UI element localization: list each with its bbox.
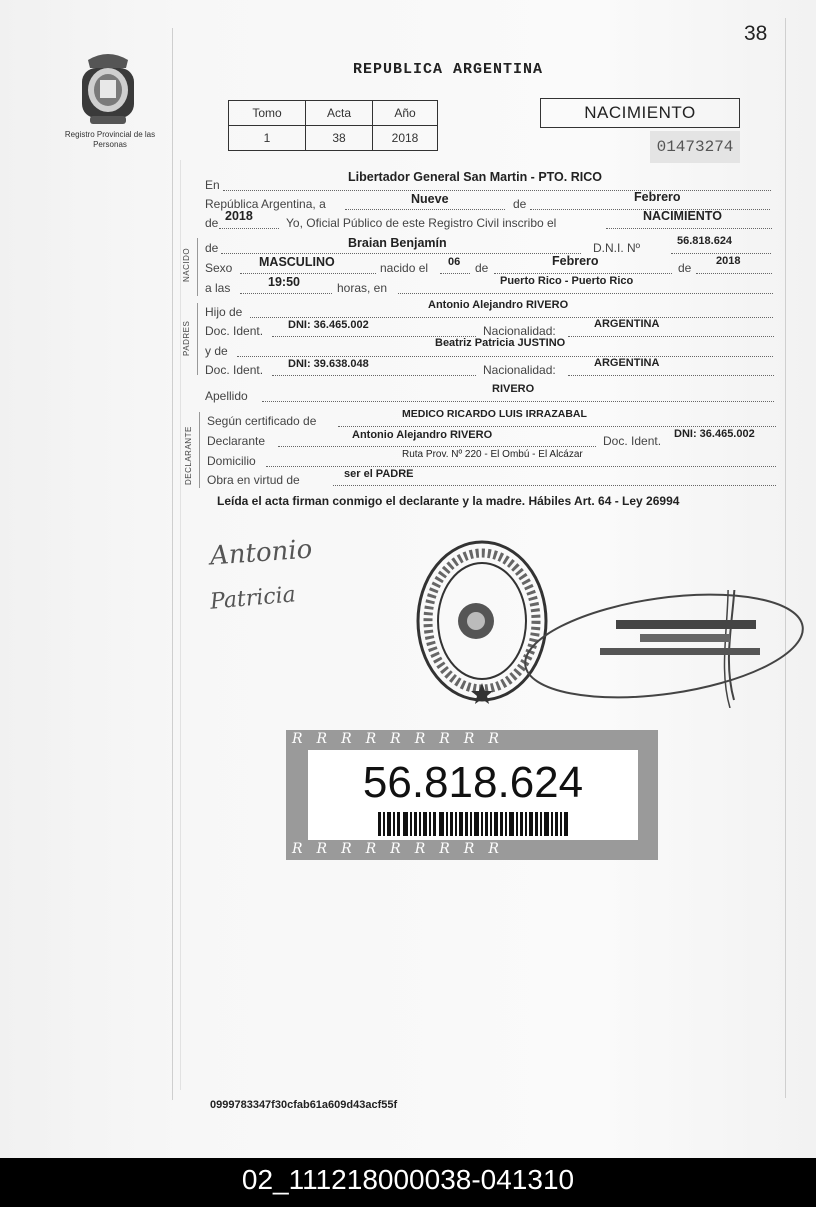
file-identifier: 02_111218000038-041310 xyxy=(241,1164,575,1195)
father-doc: DNI: 36.465.002 xyxy=(288,319,369,331)
father-nat-line xyxy=(568,336,774,337)
child-dni: 56.818.624 xyxy=(677,235,733,247)
place-line xyxy=(223,190,771,191)
logo-caption: Registro Provincial de las Personas xyxy=(64,130,156,149)
father-nationality: ARGENTINA xyxy=(594,318,660,330)
cert-label: Según certificado de xyxy=(207,414,317,428)
record-type-box: NACIMIENTO xyxy=(540,98,740,128)
day-value: Nueve xyxy=(411,192,449,206)
dni-number: 56.818.624 xyxy=(362,758,584,807)
declarante-bracket xyxy=(199,412,200,488)
sex-line xyxy=(240,273,376,274)
nacido-de-label: de xyxy=(205,241,219,255)
footer-bar xyxy=(0,1158,816,1207)
de2-label: de xyxy=(205,216,219,230)
obra-line xyxy=(333,485,776,486)
mother-nationality: ARGENTINA xyxy=(594,357,660,369)
birth-time: 19:50 xyxy=(268,275,300,289)
cert-line xyxy=(338,426,776,427)
sexo-label: Sexo xyxy=(205,261,233,275)
declarante-name: Antonio Alejandro RIVERO xyxy=(352,429,493,441)
record-word-line xyxy=(606,228,772,229)
birth-month: Febrero xyxy=(552,254,599,268)
dni-barcode-label xyxy=(286,730,658,860)
nacido-el-label: nacido el xyxy=(380,261,429,275)
de-label: de xyxy=(513,197,527,211)
father-line xyxy=(250,317,773,318)
declarante-section-label: DECLARANTE xyxy=(184,426,193,485)
republica-label: República Argentina, a xyxy=(205,197,326,211)
header-anio: Año xyxy=(373,101,438,126)
page-number: 38 xyxy=(744,22,768,45)
record-table xyxy=(228,100,438,151)
inner-margin-line xyxy=(180,160,181,1090)
padres-section-label: PADRES xyxy=(182,320,191,356)
domicilio-value: Ruta Prov. Nº 220 - El Ombú - El Alcázar xyxy=(402,449,583,460)
mother-doc-label: Doc. Ident. xyxy=(205,363,264,377)
name-line xyxy=(221,253,581,254)
en-label: En xyxy=(205,178,220,192)
left-margin-line xyxy=(172,28,173,1100)
header-acta: Acta xyxy=(306,101,373,126)
birth-year: 2018 xyxy=(716,255,741,267)
apellido-line xyxy=(262,401,774,402)
mother-doc: DNI: 39.638.048 xyxy=(288,358,369,370)
birth-day: 06 xyxy=(448,256,461,268)
header-tomo: Tomo xyxy=(229,101,306,126)
serial-number: 01473274 xyxy=(650,131,740,163)
declarante-label: Declarante xyxy=(207,434,266,448)
child-name: Braian Benjamín xyxy=(348,236,447,250)
mother-nat-line xyxy=(568,375,774,376)
birth-year-line xyxy=(696,273,772,274)
document-title: REPUBLICA ARGENTINA xyxy=(353,61,544,78)
apellido-value: RIVERO xyxy=(492,383,535,395)
value-anio: 2018 xyxy=(373,126,438,151)
nacido-section-label: NACIDO xyxy=(182,247,191,282)
padres-bracket xyxy=(197,303,198,375)
cert-value: MEDICO RICARDO LUIS IRRAZABAL xyxy=(402,408,587,420)
place-value: Libertador General San Martin - PTO. RICO xyxy=(348,170,602,184)
year-value: 2018 xyxy=(225,209,253,223)
dni-label: D.N.I. Nº xyxy=(593,241,641,255)
dni-label-inner xyxy=(308,750,638,840)
hijo-de-label: Hijo de xyxy=(205,305,243,319)
nacido-bracket xyxy=(197,238,198,296)
mother-nat-label: Nacionalidad: xyxy=(483,363,556,377)
sex-value: MASCULINO xyxy=(259,255,335,269)
father-name: Antonio Alejandro RIVERO xyxy=(428,299,569,311)
dni-line xyxy=(671,253,771,254)
closing-text: Leída el acta firman conmigo el declarante y la madre. Hábiles Art. 64 - Ley 26994 xyxy=(217,494,680,508)
mother-line xyxy=(237,356,773,357)
nacido-de3-label: de xyxy=(678,261,692,275)
signature-declarante: Antonio xyxy=(209,534,314,572)
provincial-seal-icon xyxy=(76,50,140,128)
apellido-label: Apellido xyxy=(205,389,248,403)
record-word-value: NACIMIENTO xyxy=(643,209,722,223)
y-de-label: y de xyxy=(205,344,228,358)
birth-day-line xyxy=(440,273,470,274)
declarante-line xyxy=(278,446,596,447)
time-line xyxy=(240,293,332,294)
oficial-text: Yo, Oficial Público de este Registro Civil inscribo el xyxy=(286,216,557,230)
nacido-de2-label: de xyxy=(475,261,489,275)
signature-stamp-icon xyxy=(520,590,808,708)
signature-madre: Patricia xyxy=(209,582,297,615)
barcode-icon xyxy=(378,812,570,836)
birth-month-line xyxy=(494,273,672,274)
month-value: Febrero xyxy=(634,190,681,204)
document-hash: 0999783347f30cfab61a609d43acf55f xyxy=(210,1099,398,1111)
domicilio-label: Domicilio xyxy=(207,454,256,468)
mother-name: Beatriz Patricia JUSTINO xyxy=(435,337,566,349)
mother-doc-line xyxy=(272,375,476,376)
obra-label: Obra en virtud de xyxy=(207,473,300,487)
domicilio-line xyxy=(266,466,776,467)
declarante-doc-label: Doc. Ident. xyxy=(603,434,662,448)
right-margin-line xyxy=(785,18,786,1098)
father-doc-label: Doc. Ident. xyxy=(205,324,264,338)
father-nat-label: Nacionalidad: xyxy=(483,324,556,338)
year-line xyxy=(219,228,279,229)
declarante-doc: DNI: 36.465.002 xyxy=(674,428,755,440)
dni-pattern-bottom: RRRRRRRRR xyxy=(292,841,513,857)
alas-label: a las xyxy=(205,281,231,295)
birth-place: Puerto Rico - Puerto Rico xyxy=(500,275,634,287)
horas-label: horas, en xyxy=(337,281,388,295)
value-tomo: 1 xyxy=(229,126,306,151)
birth-place-line xyxy=(398,293,773,294)
obra-value: ser el PADRE xyxy=(344,468,414,480)
dni-pattern-top: RRRRRRRRR xyxy=(292,731,513,747)
value-acta: 38 xyxy=(306,126,373,151)
day-line xyxy=(345,209,505,210)
